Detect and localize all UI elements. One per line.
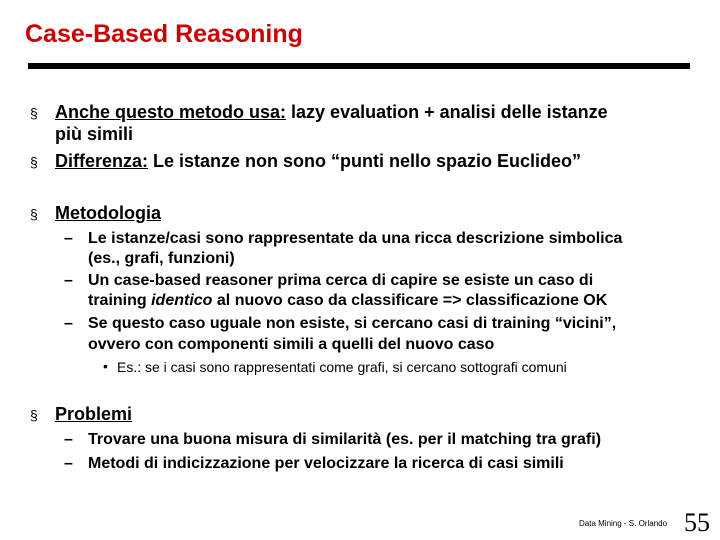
bullet-4-lead: Problemi [55, 404, 133, 424]
sub-bullet-3-line-2: ovvero con componenti simili a quelli del nuovo caso [88, 336, 495, 353]
bullet-marker: § [30, 105, 38, 121]
bullet-marker: § [30, 206, 38, 222]
problem-1: Trovare una buona misura di similarità (es. per il matching tra grafi) [88, 431, 602, 448]
bullet-2-lead: Differenza: [55, 151, 149, 171]
sub-sub-bullet-marker: • [103, 358, 108, 374]
bullet-1-line-2: più simili [55, 124, 134, 144]
sub-bullet-2-line-1: Un case-based reasoner prima cerca di capire se esiste un caso di [88, 272, 594, 289]
sub-bullet-2-emphasis: identico [151, 292, 213, 309]
bullet-3-lead: Metodologia [55, 203, 161, 223]
title-divider [28, 63, 690, 69]
sub-bullet-marker: – [64, 431, 73, 448]
sub-bullet-2-post: al nuovo caso da classificare => classificazione OK [212, 292, 608, 309]
sub-bullet-2-pre: training [88, 292, 152, 309]
sub-bullet-1-line-2: (es., grafi, funzioni) [88, 250, 235, 267]
bullet-1-lead: Anche questo metodo usa: [55, 102, 287, 122]
page-number: 55 [684, 508, 710, 537]
sub-sub-bullet-text: Es.: se i casi sono rappresentati come grafi, si cercano sottografi comuni [117, 359, 567, 375]
bullet-4-line [55, 404, 132, 425]
bullet-1-text: lazy evaluation + analisi delle istanze [286, 102, 608, 122]
bullet-1-line-1 [55, 102, 608, 123]
bullet-marker: § [30, 154, 38, 170]
sub-bullet-marker: – [64, 230, 73, 247]
bullet-3-line [55, 203, 161, 224]
problem-2: Metodi di indicizzazione per velocizzare la ricerca di casi simili [88, 455, 564, 472]
bullet-marker: § [30, 407, 38, 423]
bullet-2-text: Le istanze non sono “punti nello spazio Euclideo” [148, 151, 582, 171]
sub-bullet-3-line-1: Se questo caso uguale non esiste, si cercano casi di training “vicini”, [88, 315, 617, 332]
footer-text: Data Mining - S. Orlando [579, 519, 668, 528]
sub-bullet-marker: – [64, 455, 73, 472]
sub-bullet-marker: – [64, 272, 73, 289]
sub-bullet-marker: – [64, 315, 73, 332]
slide-title: Case-Based Reasoning [25, 20, 303, 48]
sub-bullet-2-line-2 [88, 292, 607, 310]
sub-bullet-1-line-1: Le istanze/casi sono rappresentate da una ricca descrizione simbolica [88, 230, 623, 247]
bullet-2-line [55, 151, 581, 172]
